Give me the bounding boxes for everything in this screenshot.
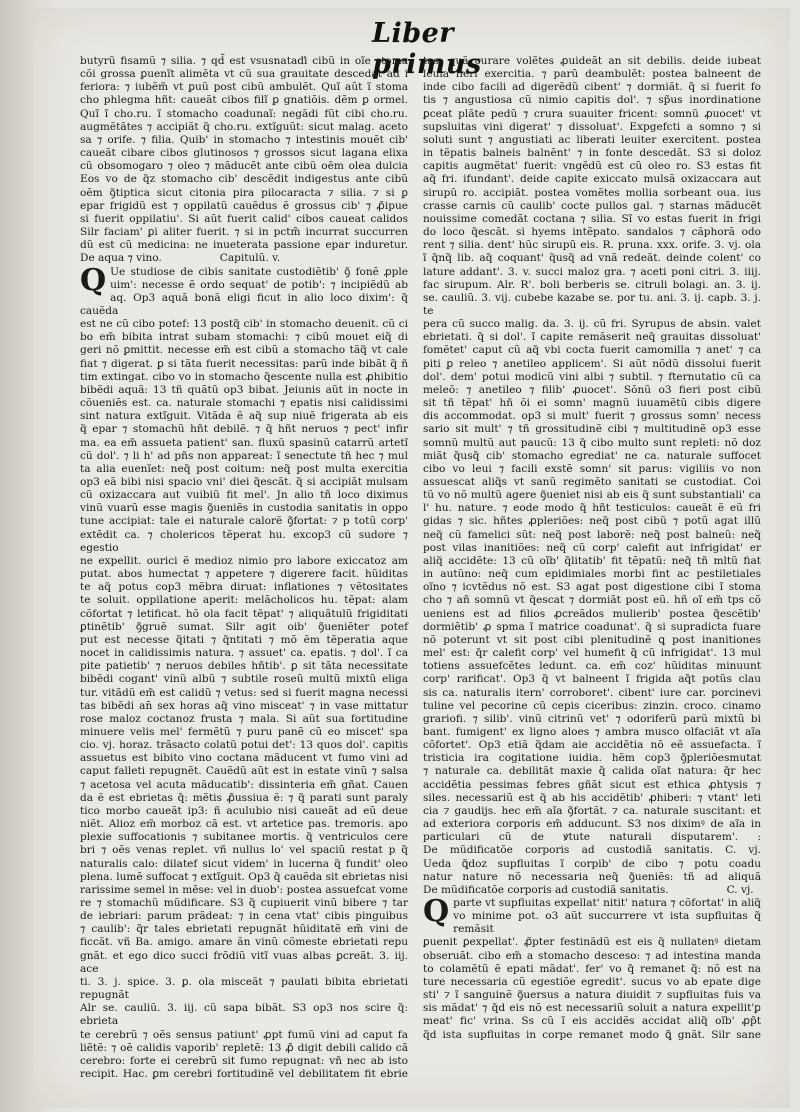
drop-cap: Q [80, 262, 107, 298]
text-line-content: assuetus est bibito vino coctana mãducent vt fumo vini ad [80, 752, 408, 765]
text-line-content: fomẽtet' caput cũ aq̃ vbi cocta fuerit camomilla ⁊ anet' ⁊ ca [423, 344, 761, 357]
text-line-content: tũ vo nõ multũ agere ꝯ̃ueniet nisi ab eis q̃ sunt substantiali' ca [423, 489, 761, 502]
text-line [80, 187, 408, 200]
text-line [80, 765, 408, 778]
text-line-content: meleõ: ⁊ anetileo ⁊ filib' ꝓuocet'. Sõnũ o3 fieri post cibũ [423, 383, 761, 396]
text-line-content: totiens assuefcẽtes ledunt. ca. em̃ coz' hũiditas minuunt [423, 660, 761, 673]
text-line [423, 450, 761, 463]
text-line-content: De mũdificatõe corporis ad custodiã sanitatis. C. vj. [423, 844, 761, 857]
text-line-content: ture necessaria cũ egestiõe egredit'. sucus vo ab epate dige [423, 975, 761, 988]
text-line-content: sis mãdat' ⁊ q̃d eis nõ est necessariũ soluit a natura expellit'ꝑ [423, 1002, 761, 1015]
text-line [80, 108, 408, 121]
text-line-content: bibẽdi cogant' vinũ albũ ⁊ subtile roseũ multũ mixtũ eliga [80, 673, 408, 686]
text-line-content: inde cibo facili ad digerẽdũ cibent' ⁊ dormiãt. q̃ si fuerit fo [423, 81, 761, 94]
text-line [423, 55, 761, 68]
text-line-content: Silr faciam' ꝑi aliter fuerit. ⁊ si in pctm̃ incurrat succurren [80, 226, 408, 239]
text-line [80, 358, 408, 371]
text-line-content: in tẽpatis balneis balnẽnt' ⁊ in fonte descedãt. S3 si doloz [423, 147, 761, 160]
text-line [80, 687, 408, 700]
text-line-content: pera cũ succo malig. da. 3. ij. cũ fri. Syrupus de absin. valet [423, 318, 761, 331]
text-line-content: ma. ea em̃ assueta patient' san. fluxũ spasinũ catarrũ artetĩ [80, 436, 408, 449]
text-line-content: l' hu. nature. ⁊ eode modo q̃ hñt testiculos: caueãt ẽ eũ fri [423, 502, 761, 515]
text-line-content: cũ obsomogaro ⁊ oleo ⁊ mãducẽt ante cibũ oẽm olea dulcia [80, 160, 408, 173]
text-line-content: te soluit. oppilatione aperit: melãcholicos hu. tẽpat: alam [80, 594, 408, 607]
text-line-content: pite patietib' ⁊ neruos debiles hñtib'. ꝑ sit tãta necessitate [80, 660, 408, 673]
text-line [423, 252, 761, 265]
text-line [423, 279, 761, 292]
text-line [80, 55, 408, 68]
text-line-content: uim': necesse ẽ ordo sequat' de potib': ⁊ incipiẽdũ ab [110, 278, 408, 291]
text-line-content: geri nõ ꝑmittit. necesse em̃ est cibũ a stomacho tãq̃ vt cale [80, 344, 408, 357]
text-line [80, 568, 408, 581]
text-line-content: sa ⁊ orife. ⁊ filia. Quib' in stomacho ⁊ intestinis mouẽt cib' [80, 133, 408, 146]
chapter-label: Capitulũ. v. [219, 252, 281, 265]
text-line [80, 226, 408, 239]
text-line-content: aliq̃ accidẽte: 13 cũ oĩb' q̃litatib' fit tẽpatũ: neq̃ tñ mltũ fiat [423, 554, 761, 567]
text-line-content: cõfortet'. Op3 etiã q̃dam aie accidẽtia nõ eẽ assuefacta. ĩ [423, 739, 761, 752]
text-line-content: q̃d ista supfluitas in corpe remanet modo ꝗ̃ gnãt. Silr sane [423, 1028, 761, 1041]
text-line-content: put est necesse q̃itati ⁊ q̃ntitati ⁊ mõ ẽm tẽperatia aque [80, 633, 408, 646]
text-line [423, 594, 761, 607]
text-line [80, 884, 408, 897]
text-line [80, 515, 408, 528]
text-line [423, 542, 761, 555]
text-line-content: aq̃ fri. ifundant'. deide capite exiccato mulsã oxizaccara aut [423, 173, 761, 186]
text-line-content: corp' rarificat'. Op3 q̃ vt balneent ĩ frigida aq̃t potũs clau [423, 673, 761, 686]
text-line-content: obseruãt. cibo em̃ a stomacho desceso: ⁊ ad intestina manda [423, 949, 761, 962]
text-line [423, 950, 761, 963]
text-line [80, 239, 408, 252]
text-line [423, 423, 761, 436]
text-line [80, 502, 408, 515]
text-line [80, 976, 408, 1002]
text-line [80, 700, 408, 713]
text-line-content: ficcãt. vñ Ba. amigo. amare ãn vinũ cõmeste ebrietati repu [80, 936, 408, 949]
text-line [80, 739, 408, 752]
text-line [423, 358, 761, 371]
text-line [423, 463, 761, 476]
text-line [423, 437, 761, 450]
text-line-content: q̃ epar ⁊ stomachũ hñt debilẽ. ⁊ q̃ hñt neruos ⁊ pect' infir [80, 423, 408, 436]
text-line-content: Ueda ꝗ̃doz supfluitas ĩ corpib' de cibo ⁊ potu coadu [423, 857, 761, 870]
text-line [423, 673, 761, 686]
text-line-content: cũ oxizaccara aut vuibiũ fit mel'. Jn alio tñ loco diximus [80, 489, 408, 502]
text-line-content: ꝑtinẽtib' ꝯ̃gruẽ sumat. Silr agit oib' ꝯ̃ueniẽter potef [80, 620, 408, 633]
text-line [423, 331, 761, 344]
text-line [423, 187, 761, 200]
text-line-content: ꝑceat plãte pedũ ⁊ crura suauiter fricent: somnũ ꝓuocet' vt [423, 107, 761, 120]
text-line-content: vo minime pot. o3 aũt succurrere vt ista supfluitas q̃ remãsit [453, 910, 761, 936]
text-line-content: caueãt cibare cibos glutinosos ⁊ grossos sicut lagana elixa [80, 147, 408, 160]
text-line-content: te cerebrũ ⁊ oẽs sensus patiunt' ꝓpt fumũ vini ad caput fa [80, 1028, 408, 1041]
text-line-content: do loco q̃escãt. si hyems intẽpato. sandalos ⁊ cãphorã odo [423, 226, 761, 239]
text-line [80, 910, 408, 923]
text-line [423, 568, 761, 581]
text-line-content: cũ dol'. ⁊ li h' ad pñs non appareat: ĩ senectute tñ hec ⁊ mul [80, 449, 408, 462]
text-line [423, 68, 761, 81]
text-line [423, 94, 761, 107]
text-line [423, 213, 761, 226]
text-line-content: mel' est: q̃r calefit corp' vel humefit q̃ cũ infrigidat'. 13 mul [423, 647, 761, 660]
text-line-content: sit tñ tẽpat' hñ õi ei somn' magnũ iuuamẽtũ cibis digere [423, 397, 761, 410]
text-line-content: Quĩ ĩ cho.ru. ĩ stomacho coadunaĩ: negãdi fũt cibi cho.ru. [80, 107, 408, 120]
text-line-content: sis ca. naturalis itern' corroboret'. cibent' iure car. porcinevi [423, 686, 761, 699]
text-line [423, 660, 761, 673]
text-line [423, 318, 761, 331]
text-line [80, 463, 408, 476]
text-line [80, 344, 408, 357]
text-line [423, 700, 761, 713]
text-line-content: recipit. Hac. ꝑm cerebri fortitudinẽ vel debilitatem fit ebrie [80, 1068, 408, 1081]
text-line [80, 160, 408, 173]
text-line [80, 634, 408, 647]
text-line-content: ad exteriora corporis em̃ adducunt. S3 nos diximꝰ de aĩa in [423, 818, 761, 831]
text-line-content: sti' ⁊ ĩ sanguinẽ ꝯ̃uersus a natura diuidit ⁊ supfluitas fuis va [423, 989, 761, 1002]
text-line-content: niẽt. Alioz em̃ morboz cã est. vt artetice pas. tremoris. apo [80, 818, 408, 831]
text-line [80, 489, 408, 502]
text-line [80, 950, 408, 976]
text-line-content: rose maloz coctanoz frusta ⁊ mala. Si aũt sua fortitudine [80, 712, 408, 725]
text-line [423, 502, 761, 515]
text-line [423, 936, 761, 949]
text-line-content: ti. 3. j. spice. 3. ꝑ. ola misceãt ⁊ paulati bibita ebrietati repugnãt [80, 975, 408, 1002]
text-line-content: tas bibẽdi an̄ sex horas aq̃ vino misceat' ⁊ in vase mittatur [80, 699, 408, 712]
text-line [423, 397, 761, 410]
text-line [423, 384, 761, 397]
chapter-title: De aqua ⁊ vino. [80, 252, 162, 265]
text-line-content: op3 eã bibi nisi spacio vni' diei q̃escãt. q̃ si accipiãt mulsam [80, 476, 408, 488]
text-line [423, 239, 761, 252]
text-line [80, 384, 408, 397]
text-line-content: soluti sunt ⁊ angustiati ac liberati leuiter exercitent. postea [423, 133, 761, 146]
text-line-content: tim extingat. cibo vo in stomacho q̃escente nulla est ꝓhibitio [80, 370, 408, 383]
text-line-content: ta alia euenĩet: neq̃ post coitum: neq̃ post multa exercitia [80, 462, 408, 475]
text-line [423, 858, 761, 871]
text-line [80, 450, 408, 463]
text-line [423, 608, 761, 621]
text-line-content: est ne cũ cibo potef: 13 postq̃ cib' in stomacho deuenit. cũ ci [80, 318, 408, 331]
text-line-content: oẽm ꝯ̃tiptica sicut citonia pira pilocaracta ⁊ silia. ⁊ si ꝑ [80, 186, 408, 199]
text-line-content: cõueniẽs est. ca. naturale stomachi ⁊ epatis nisi calidissimi [80, 397, 408, 410]
text-line-content: accidẽtia pessimas febres gñãt sicut est ethica ꝓhtysis ⁊ [423, 778, 761, 791]
text-line-content: ebrietati. q̃ si dol'. ĩ capite remãserit neq̃ grauitas dissoluat' [423, 331, 761, 344]
text-line-content: somnũ multũ aut paucũ: 13 q̃ cibo multo sunt repleti: nõ doz [423, 436, 761, 449]
text-line-content: neq̃ cũ famelici sũt: neq̃ post laborẽ: neq̃ post balneũ: neq̃ [423, 528, 761, 541]
text-line [80, 923, 408, 936]
text-line [80, 608, 408, 621]
text-line [423, 805, 761, 818]
text-line-content: tuline vel pecorine cũ cepis ciceribus: zinzin. croco. cinamo [423, 699, 761, 712]
text-line [423, 160, 761, 173]
text-line-content: cõi grossa ꝑuenĩt alimẽta vt cũ sua grauitate descedat ad i [80, 68, 408, 81]
text-line [423, 371, 761, 384]
text-line-content: liẽtẽ: ⁊ oẽ calidis vaporib' repletẽ: 13 ꝓ̃ digit debili calido cã [80, 1041, 408, 1054]
text-line-content: post vilas inanitiões: neq̃ cũ corp' calefit aut infrigidat' er [423, 541, 761, 554]
text-line-content: fac sirupum. Alr. R'. boli berberis se. citruli bolagi. an. 3. ij. [423, 278, 761, 291]
text-line [423, 621, 761, 634]
text-line-content: sint natura extĩguit. Vitãda ẽ aq̃ sup niuẽ frigerata ab eis [80, 410, 408, 423]
text-line [423, 1029, 761, 1042]
text-line [423, 1002, 761, 1015]
chapter-label: C. vj. [726, 883, 754, 896]
text-line [80, 660, 408, 673]
text-line [80, 621, 408, 634]
text-line [423, 173, 761, 186]
text-line-content: cerebro: forte ei cerebrũ sit fumo repugnat: vñ nec ab isto [80, 1054, 408, 1067]
text-line [423, 831, 761, 844]
text-line-content: feriora: ⁊ iubẽm̃ vt ꝑuũ post cibũ ambulẽt. Quĩ aũt ĩ stoma [80, 81, 408, 94]
text-line [80, 792, 408, 805]
text-line [423, 515, 761, 528]
text-line [80, 213, 408, 226]
text-line [423, 687, 761, 700]
text-line [80, 331, 408, 344]
text-line [423, 647, 761, 660]
text-line-content: bant. fumigent' ex ligno aloes ⁊ ambra musco olfaciãt vt aĩa [423, 725, 761, 738]
text-line [80, 279, 408, 292]
text-line [80, 68, 408, 81]
text-line [80, 936, 408, 949]
text-line [80, 673, 408, 686]
text-line-content: supsluitas vini digerat' ⁊ dissoluat'. Expgefcti a somno ⁊ si [423, 120, 761, 133]
text-line [423, 989, 761, 1002]
drop-cap: Q [423, 894, 450, 929]
text-line-content: gidas ⁊ sic. hñtes ꝓpleriões: neq̃ post cibũ ⁊ potũ agat illũ [423, 515, 761, 528]
text-line-content: Eos vo de q̃z stomacho cib' descẽdit indigestus ante cibũ [80, 173, 408, 186]
running-title: Liber primus [372, 18, 482, 80]
text-line-content: caput falleti repugnẽt. Cauẽdũ aũt est in estate vinũ ⁊ salsa [80, 765, 408, 778]
text-line [423, 818, 761, 831]
text-line [80, 555, 408, 568]
text-line-content: da ẽ est ebrietas q̃: mẽtis ꝓ̃ussiua ẽ: ⁊ q̃ parati sunt paraly [80, 791, 408, 804]
text-line-content: nocet in calidissimis natura. ⁊ assuet' ca. epatis. ⁊ dol'. ĩ ca [80, 647, 408, 660]
text-line [80, 529, 408, 555]
text-line-content: bri ⁊ oẽs venas replet. vñ nullus lo' vel spaciũ restat p q̃ [80, 844, 408, 857]
text-line-content: crasse carnis cũ caulib' cocte pullos gal. ⁊ starnas mãducẽt [423, 199, 761, 212]
text-line [423, 266, 761, 279]
text-line [80, 1068, 408, 1081]
text-line [423, 976, 761, 989]
text-line [423, 910, 761, 936]
text-line [423, 410, 761, 423]
text-line [423, 726, 761, 739]
text-line [80, 581, 408, 594]
text-line-content: dormiẽtib' ꝓ spma ĩ matrice coadunat'. q̃ si supradicta fuare [423, 620, 761, 633]
text-line-content: tico morbo caueãt ip3: ñ aculubio nisi caueãt ad eũ deue [80, 804, 408, 817]
text-line-content: rent ⁊ silia. dent' hũc sirupũ eis. R. pruna. xxx. orife. 3. vj. ola [423, 239, 761, 252]
text-line-content: piti ꝑ releo ⁊ anetileo applicem'. Si aũt nõdũ dissolui fuerit [423, 357, 761, 370]
text-line-content: nõ poterunt vt sit post cibi plenitudinẽ ꝗ post inanitiones [423, 633, 761, 646]
text-line-content: parte vt supfluitas expellat' nitit' natura ⁊ cõfortat' in aliq̃ [453, 897, 761, 909]
text-line [423, 81, 761, 94]
text-line-content: nouissime comedãt coctana ⁊ silia. Sĩ vo estas fuerit in frigi [423, 212, 761, 225]
text-line-content: naturalis calo: dilatef sicut videm' in lucerna q̃ fundit' oleo [80, 857, 408, 870]
text-line-content: cia ⁊ gaudijs. hec em̃ aĩa ꝯ̃fortãt. ⁊ ca. naturale suscitant: et [423, 804, 761, 817]
text-line [423, 752, 761, 765]
text-line [80, 147, 408, 160]
text-line [423, 529, 761, 542]
text-line-content: butyrũ fisamũ ⁊ silia. ⁊ qd̃ est vsusnataďi cibũ in oĩe stoma [80, 55, 408, 67]
text-line [80, 858, 408, 871]
text-line-content: vinũ vuarũ esse magis ꝯ̃ueniẽs in custodia sanitatis in oppo [80, 502, 408, 515]
text-line [423, 765, 761, 778]
chapter-heading [80, 252, 408, 265]
text-line-content: ⁊ acetosa vel acuta mãducatib': dissinteria em̃ gñat. Cauen [80, 778, 408, 791]
text-line-content: rarissime semel in mẽse: vel in duob': postea assuefcat vome [80, 883, 408, 896]
text-line [80, 713, 408, 726]
chapter-title: De mũdificatõe corporis ad custodiã sanitatis. [423, 883, 669, 896]
text-line [80, 844, 408, 857]
text-line-content: cibo vo leui ⁊ facili exstẽ somn' sit parus: vigiliis vo non [423, 462, 761, 475]
text-line [80, 1042, 408, 1055]
text-line-content: si fuerit oppilatiu'. Si aũt fuerit calid' cibos caueat calidos [80, 212, 408, 225]
text-line-content: tas: quã curare volẽtes ꝓuideãt an sit debilis. deide iubeat [423, 55, 761, 67]
text-line-content: tristicia ira cogitatione iuidia. hẽm cop3 ꝯ̃pleriõesmutat [423, 752, 761, 765]
text-line-content: extẽdit ca. ⁊ cholericos tẽperat hu. excop3 cũ sudore ⁊ egestio [80, 528, 408, 554]
text-line [423, 108, 761, 121]
text-line [423, 779, 761, 792]
text-line [80, 81, 408, 94]
text-line [423, 871, 761, 884]
text-line [80, 779, 408, 792]
text-line [423, 489, 761, 502]
text-line [80, 805, 408, 818]
text-line [423, 581, 761, 594]
text-line-content: ne expellit. ourici ẽ medioz nimio pro labore exiccatoz am [80, 554, 408, 567]
text-line-content: grariofi. ⁊ silib'. vinũ citrinũ vet' ⁊ odoriferũ parũ mixtũ bi [423, 712, 761, 725]
text-line-content: gnãt. et ego dico succi frõdiũ vitĩ vuas albas ꝑcreãt. 3. iij. ace [80, 949, 408, 975]
text-line-content: ⁊ naturale ca. debilitãt maxie q̃ calida oĩat natura: q̃r hec [423, 765, 761, 778]
text-line-content: natur nature nõ necessaria neq̃ ꝯ̃ueniẽs: tñ ad aliquã [423, 870, 761, 883]
text-line [80, 476, 408, 489]
text-line-content: dis accommodat. op3 si mult' fuerit ⁊ grossus somn' necess [423, 410, 761, 423]
text-line-content: capitis augmẽtat' fuerit: vngẽdũ est cũ oleo ro. S3 estas fit [423, 160, 761, 173]
text-line-content: de iebriari: parum prãdeat: ⁊ in cena vtat' cibis pinguibus [80, 910, 408, 923]
text-line [423, 713, 761, 726]
text-line-content: assuescat aliq̃s vt sanũ regimẽto sanitati se custodiat. Coi [423, 476, 761, 488]
text-line [80, 410, 408, 423]
text-line [80, 1055, 408, 1068]
text-line-content: ueniens est ad filios ꝓcreãdos mulierib' postea q̃escẽtib' [423, 607, 761, 620]
text-line [80, 726, 408, 739]
text-line [423, 134, 761, 147]
text-line [423, 200, 761, 213]
text-line-content: plexie suffocationis ⁊ subitanee mortis. q̃ ventriculos cere [80, 831, 408, 844]
text-line-content: aq. Op3 aquã bonã eligi ficut in alio loco dixim': q̃ cauẽda [80, 291, 408, 317]
text-line-content: in autũno: neq̃ cum epidimiales morbi fint ac pestiletiales [423, 568, 761, 581]
text-line-content: ĩ q̃nq̃ lib. aq̃ coquant' q̃usq̃ ad vnã redeãt. deinde colent' co [423, 252, 761, 265]
text-line [423, 739, 761, 752]
text-line [80, 94, 408, 107]
text-line [80, 134, 408, 147]
text-line-content: re ⁊ stomachũ mũdificare. S3 q̃ cupiuerit vinũ bibere ⁊ tar [80, 897, 408, 909]
right-column [423, 55, 761, 1042]
left-column [80, 55, 408, 1081]
text-line-content: cõfortat ⁊ letificat. hõ ola facit tẽpat' ⁊ aliquãtulũ frigiditati [80, 607, 408, 620]
text-line [80, 121, 408, 134]
text-line-content: ꝑuenit ꝑexpellat'. ꝓ̃pter festinãdũ est eis q̃ nullatenꝰ dietam [423, 936, 761, 949]
text-line [80, 831, 408, 844]
text-line-content: cio. vj. horaz. trãsacto colatũ potui det': 13 quos dol'. capitis [80, 739, 408, 752]
text-line-content: to colamẽtũ ẽ epati mãdat'. fer' vo q̃ remanet q̃: nõ est na [423, 962, 761, 975]
text-line [80, 594, 408, 607]
text-line [80, 818, 408, 831]
text-line [80, 897, 408, 910]
text-line-content: miãt q̃usq̃ cib' stomacho egrediat' ne ca. naturale suffocet [423, 449, 761, 462]
text-line-content: Alr se. cauliũ. 3. iij. cũ sapa bibãt. S3 op3 nos scire q̃: ebrieta [80, 1002, 408, 1028]
text-line-content: sario sit mult' ⁊ tñ grossitudinẽ cibi ⁊ multitudinẽ op3 esse [423, 423, 761, 436]
text-line-content: tis ⁊ angustiosa cũ nimio capitis dol'. ⁊ sp̃us inordinatione [423, 94, 761, 107]
text-line-content: sirupũ ro. accipiãt. postea vomẽtes mollia sorbeant oua. ius [423, 186, 761, 199]
text-line [80, 1002, 408, 1028]
text-line-content: epar frigidũ est ⁊ oppilatũ cauẽdus ẽ grossus cib' ⁊ ꝓ̃ipue [80, 199, 408, 212]
text-line [80, 871, 408, 884]
text-line [80, 173, 408, 186]
chapter-heading [423, 884, 761, 897]
text-line-content: leuia fieri exercitia. ⁊ parũ deambulẽt: postea balneent de [423, 68, 761, 81]
text-line [80, 371, 408, 384]
text-line-content: bibẽdi aquã: 13 tñ quãtũ op3 bibat. Jeiunis aũt in nocte in [80, 383, 408, 396]
text-line [423, 121, 761, 134]
text-line-content: oĩno ⁊ icvtẽdus nõ est. S3 agat post digestione cibi ĩ stoma [423, 581, 761, 594]
text-line [80, 292, 408, 318]
text-line-content: augmẽtãtes ⁊ accipiãt q̃ cho.ru. extĩguũt: sicut malag. aceto [80, 120, 408, 133]
text-line [423, 963, 761, 976]
text-line-content: minuere velis mel' fermẽtũ ⁊ puru panẽ cũ eo miscet' spa [80, 725, 408, 738]
text-line-content: bo em̃ bibita intrat subam stomachi: ⁊ cibũ mouet eiq̃ di [80, 331, 408, 344]
text-line [80, 423, 408, 436]
text-line [423, 1015, 761, 1028]
text-line [423, 344, 761, 357]
text-line-content: lature addant'. 3. v. succi maloz gra. ⁊ aceti poni citri. 3. iiij. [423, 265, 761, 278]
text-line [80, 1029, 408, 1042]
text-line [423, 792, 761, 805]
text-line [80, 752, 408, 765]
text-line-content: tune accipiat: tale ei naturale calorẽ ꝯ̃fortat: ⁊ p totũ corp' [80, 515, 408, 528]
text-line [80, 200, 408, 213]
text-line-content: Ue studiose de cibis sanitate custodiẽtib' ꝯ̃ fonẽ ꝓple [110, 265, 408, 278]
text-line [423, 292, 761, 318]
text-line [80, 437, 408, 450]
text-line-content: fiat ⁊ digerat. ꝑ si tãta fuerit necessitas: parũ inde bibãt q̃ ñ [80, 357, 408, 370]
text-line-content: se. cauliũ. 3. vij. cubebe kazabe se. por tu. ani. 3. ij. capb. 3. j. te [423, 291, 761, 317]
text-line [423, 844, 761, 857]
text-line [80, 397, 408, 410]
text-line-content: ⁊ caulib': q̃r tales ebrietati repugnãt hũiditatẽ em̃ vini de [80, 923, 408, 936]
text-line-content: particulari cũ de ꝟtute naturali disputarem'. : [423, 831, 761, 844]
text-line [423, 555, 761, 568]
text-line-content: plena. lumẽ suffocat ⁊ extĩguit. Op3 q̃ cauẽda sit ebrietas nisi [80, 870, 408, 883]
text-line-content: dol'. dem' potui modicũ vini albi ⁊ subtil. ⁊ fternutatio cũ ca [423, 370, 761, 383]
text-line [423, 226, 761, 239]
text-line-content: cho phlegma hñt: caueãt cibos filĩ ꝑ gnatiõis. dẽm ꝑ ormel. [80, 94, 408, 107]
text-line-content: tur. vitãdũ em̃ est calidũ ⁊ vetus: sed si fuerit magna necessi [80, 686, 408, 699]
text-line-content: dũ est cũ medicina: ne inueterata passione epar induretur. [80, 239, 408, 252]
text-line [80, 318, 408, 331]
text-line [423, 147, 761, 160]
text-line-content: putat. abos humectat ⁊ appetere ⁊ digerere facit. hũiditas [80, 568, 408, 581]
text-line-content: te aq̃ potus cop3 mẽbra diruat: inflationes ⁊ vẽtositates [80, 581, 408, 594]
text-line-content: cho ⁊ añ somnũ vt q̃escat ⁊ dormiãt post eũ. hñ oĩ em̃ tps cõ [423, 594, 761, 607]
text-line [423, 476, 761, 489]
text-line-content: meat' fic' vrina. Ss cũ ĩ eis accidẽs accidat aliq̃ oĩb' ꝓp̃t [423, 1015, 761, 1028]
text-line [80, 647, 408, 660]
text-line-content: siles. necessariũ est q̃ ab his accidẽtib' ꝓhiberi: ⁊ vtant' leti [423, 791, 761, 804]
text-line [423, 634, 761, 647]
